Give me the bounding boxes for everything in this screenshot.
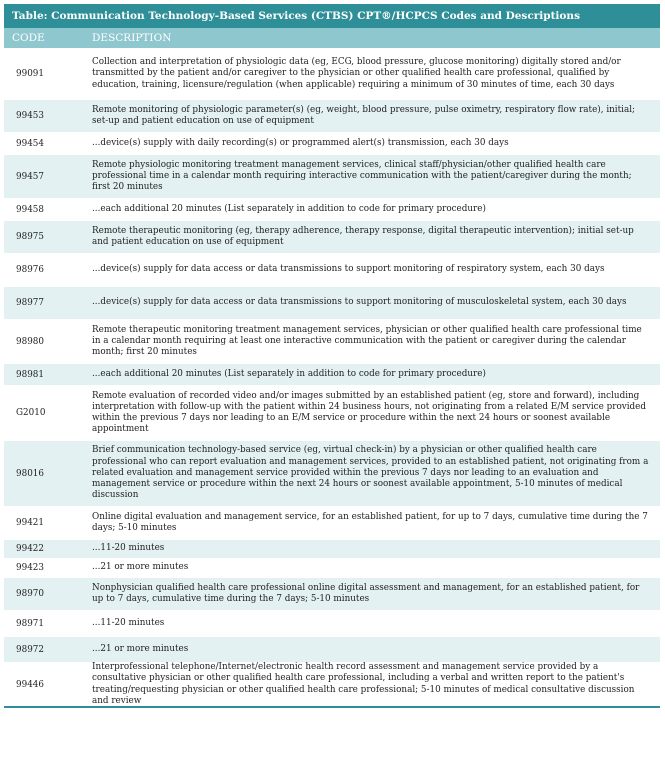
description-cell: Remote physiologic monitoring treatment management services, clinical staff/physician/other qualified health care professional time in a calendar month requiring interactive communication with the patient/caregiver during the month; first 20 minutes bbox=[92, 159, 632, 193]
description-cell: ...device(s) supply for data access or data transmissions to support monitoring of musculoskeletal system, each 30 days bbox=[92, 297, 627, 308]
code-cell: 98975 bbox=[16, 232, 44, 242]
code-cell: 99457 bbox=[16, 171, 44, 182]
description-cell: ...21 or more minutes bbox=[92, 562, 189, 573]
description-cell: ...21 or more minutes bbox=[92, 643, 189, 654]
description-cell: ...each additional 20 minutes (List separately in addition to code for primary procedure) bbox=[92, 368, 486, 379]
code-cell: 98981 bbox=[16, 369, 44, 380]
table-row bbox=[4, 636, 660, 662]
table-row bbox=[4, 132, 660, 154]
table-row bbox=[4, 286, 660, 319]
code-cell: 99091 bbox=[16, 69, 44, 79]
code-cell: 99422 bbox=[16, 544, 44, 554]
description-cell: Remote evaluation of recorded video and/or images submitted by an established patient (eg, store and forward), including interpretation with follow-up with the patient within 24 business hours, not originating from a related E/M service provided within the previous 7 days nor leading to an E/M service or procedure within the next 24 hours or soonest available appointment bbox=[92, 390, 646, 435]
code-cell: 99446 bbox=[16, 679, 44, 690]
table-row bbox=[4, 253, 660, 286]
description-cell: ...device(s) supply for data access or data transmissions to support monitoring of respiratory system, each 30 days bbox=[92, 264, 605, 275]
table-row bbox=[4, 319, 660, 363]
table-row bbox=[4, 385, 660, 440]
table-row bbox=[4, 48, 660, 99]
code-cell: 99453 bbox=[16, 111, 44, 121]
code-cell: 99423 bbox=[16, 563, 44, 573]
code-cell: G2010 bbox=[16, 408, 46, 418]
table-row bbox=[4, 363, 660, 385]
table-row bbox=[4, 506, 660, 539]
code-cell: 98970 bbox=[16, 589, 44, 599]
table-body bbox=[4, 48, 660, 706]
table-row bbox=[4, 662, 660, 706]
description-cell: ...11-20 minutes bbox=[92, 543, 165, 554]
description-cell: ...each additional 20 minutes (List separately in addition to code for primary procedure) bbox=[92, 203, 486, 214]
description-cell: Collection and interpretation of physiologic data (eg, ECG, blood pressure, glucose monitoring) digitally stored and/or transmitted by the patient and/or caregiver to the physician or other qualified health care professional, qualified by education, training, licensure/regulation (when applicable) requiring a minimum of 30 minutes of time, each 30 days bbox=[92, 57, 621, 90]
table-header-row bbox=[4, 28, 660, 48]
description-cell: Remote monitoring of physiologic parameter(s) (eg, weight, blood pressure, pulse oximetry, respiratory flow rate), initial; set-up and patient education on use of equipment bbox=[92, 104, 635, 126]
description-cell: ...11-20 minutes bbox=[92, 617, 165, 628]
code-cell: 99421 bbox=[16, 518, 44, 528]
description-cell: Online digital evaluation and management service, for an established patient, for up to 7 days, cumulative time during the 7 days; 5-10 minutes bbox=[92, 511, 648, 533]
column-header-code: CODE bbox=[12, 32, 45, 44]
code-cell: 99454 bbox=[16, 138, 44, 149]
table-row bbox=[4, 154, 660, 198]
code-cell: 98977 bbox=[16, 298, 44, 308]
table-row bbox=[4, 610, 660, 636]
description-cell: Remote therapeutic monitoring treatment management services, physician or other qualified health care professional time in a calendar month requiring at least one interactive communication with the patient or caregiver during the calendar month; first 20 minutes bbox=[92, 324, 642, 358]
table-row bbox=[4, 577, 660, 610]
table-row bbox=[4, 198, 660, 220]
description-cell: Nonphysician qualified health care professional online digital assessment and management, for an established patient, for up to 7 days, cumulative time during the 7 days; 5-10 minutes bbox=[92, 582, 640, 604]
code-cell: 98980 bbox=[16, 336, 44, 347]
table-row bbox=[4, 558, 660, 577]
description-cell: Remote therapeutic monitoring (eg, therapy adherence, therapy response, digital therapeutic intervention); initial set-up and patient education on use of equipment bbox=[92, 225, 634, 247]
code-cell: 98971 bbox=[16, 618, 44, 629]
code-cell: 98976 bbox=[16, 265, 44, 275]
description-cell: Brief communication technology-based service (eg, virtual check-in) by a physician or other qualified health care professional who can report evaluation and management services, provided to an established patient, not originating from a related evaluation and management service provided within the previous 7 days nor leading to an evaluation and management service or procedure within the next 24 hours or soonest available appointment, 5-10 minutes of medical discussion bbox=[92, 445, 649, 501]
table-row bbox=[4, 539, 660, 558]
table-row bbox=[4, 220, 660, 253]
table-title: Table: Communication Technology-Based Services (CTBS) CPT®/HCPCS Codes and Descriptions bbox=[4, 4, 660, 28]
table-row bbox=[4, 99, 660, 132]
code-cell: 98016 bbox=[16, 468, 44, 479]
description-cell: ...device(s) supply with daily recording(s) or programmed alert(s) transmission, each 30 days bbox=[92, 137, 509, 148]
table-row bbox=[4, 440, 660, 506]
description-cell: Interprofessional telephone/Internet/electronic health record assessment and management service provided by a consultative physician or other qualified health care professional, including a verbal and written report to the patient's treating/requesting physician or other qualified health care professional; 5-10 minutes of medical consultative discussion and review bbox=[92, 662, 635, 706]
column-header-description: DESCRIPTION bbox=[92, 32, 172, 44]
code-cell: 98972 bbox=[16, 644, 44, 655]
code-cell: 99458 bbox=[16, 204, 44, 215]
ctbs-codes-table bbox=[4, 4, 660, 708]
